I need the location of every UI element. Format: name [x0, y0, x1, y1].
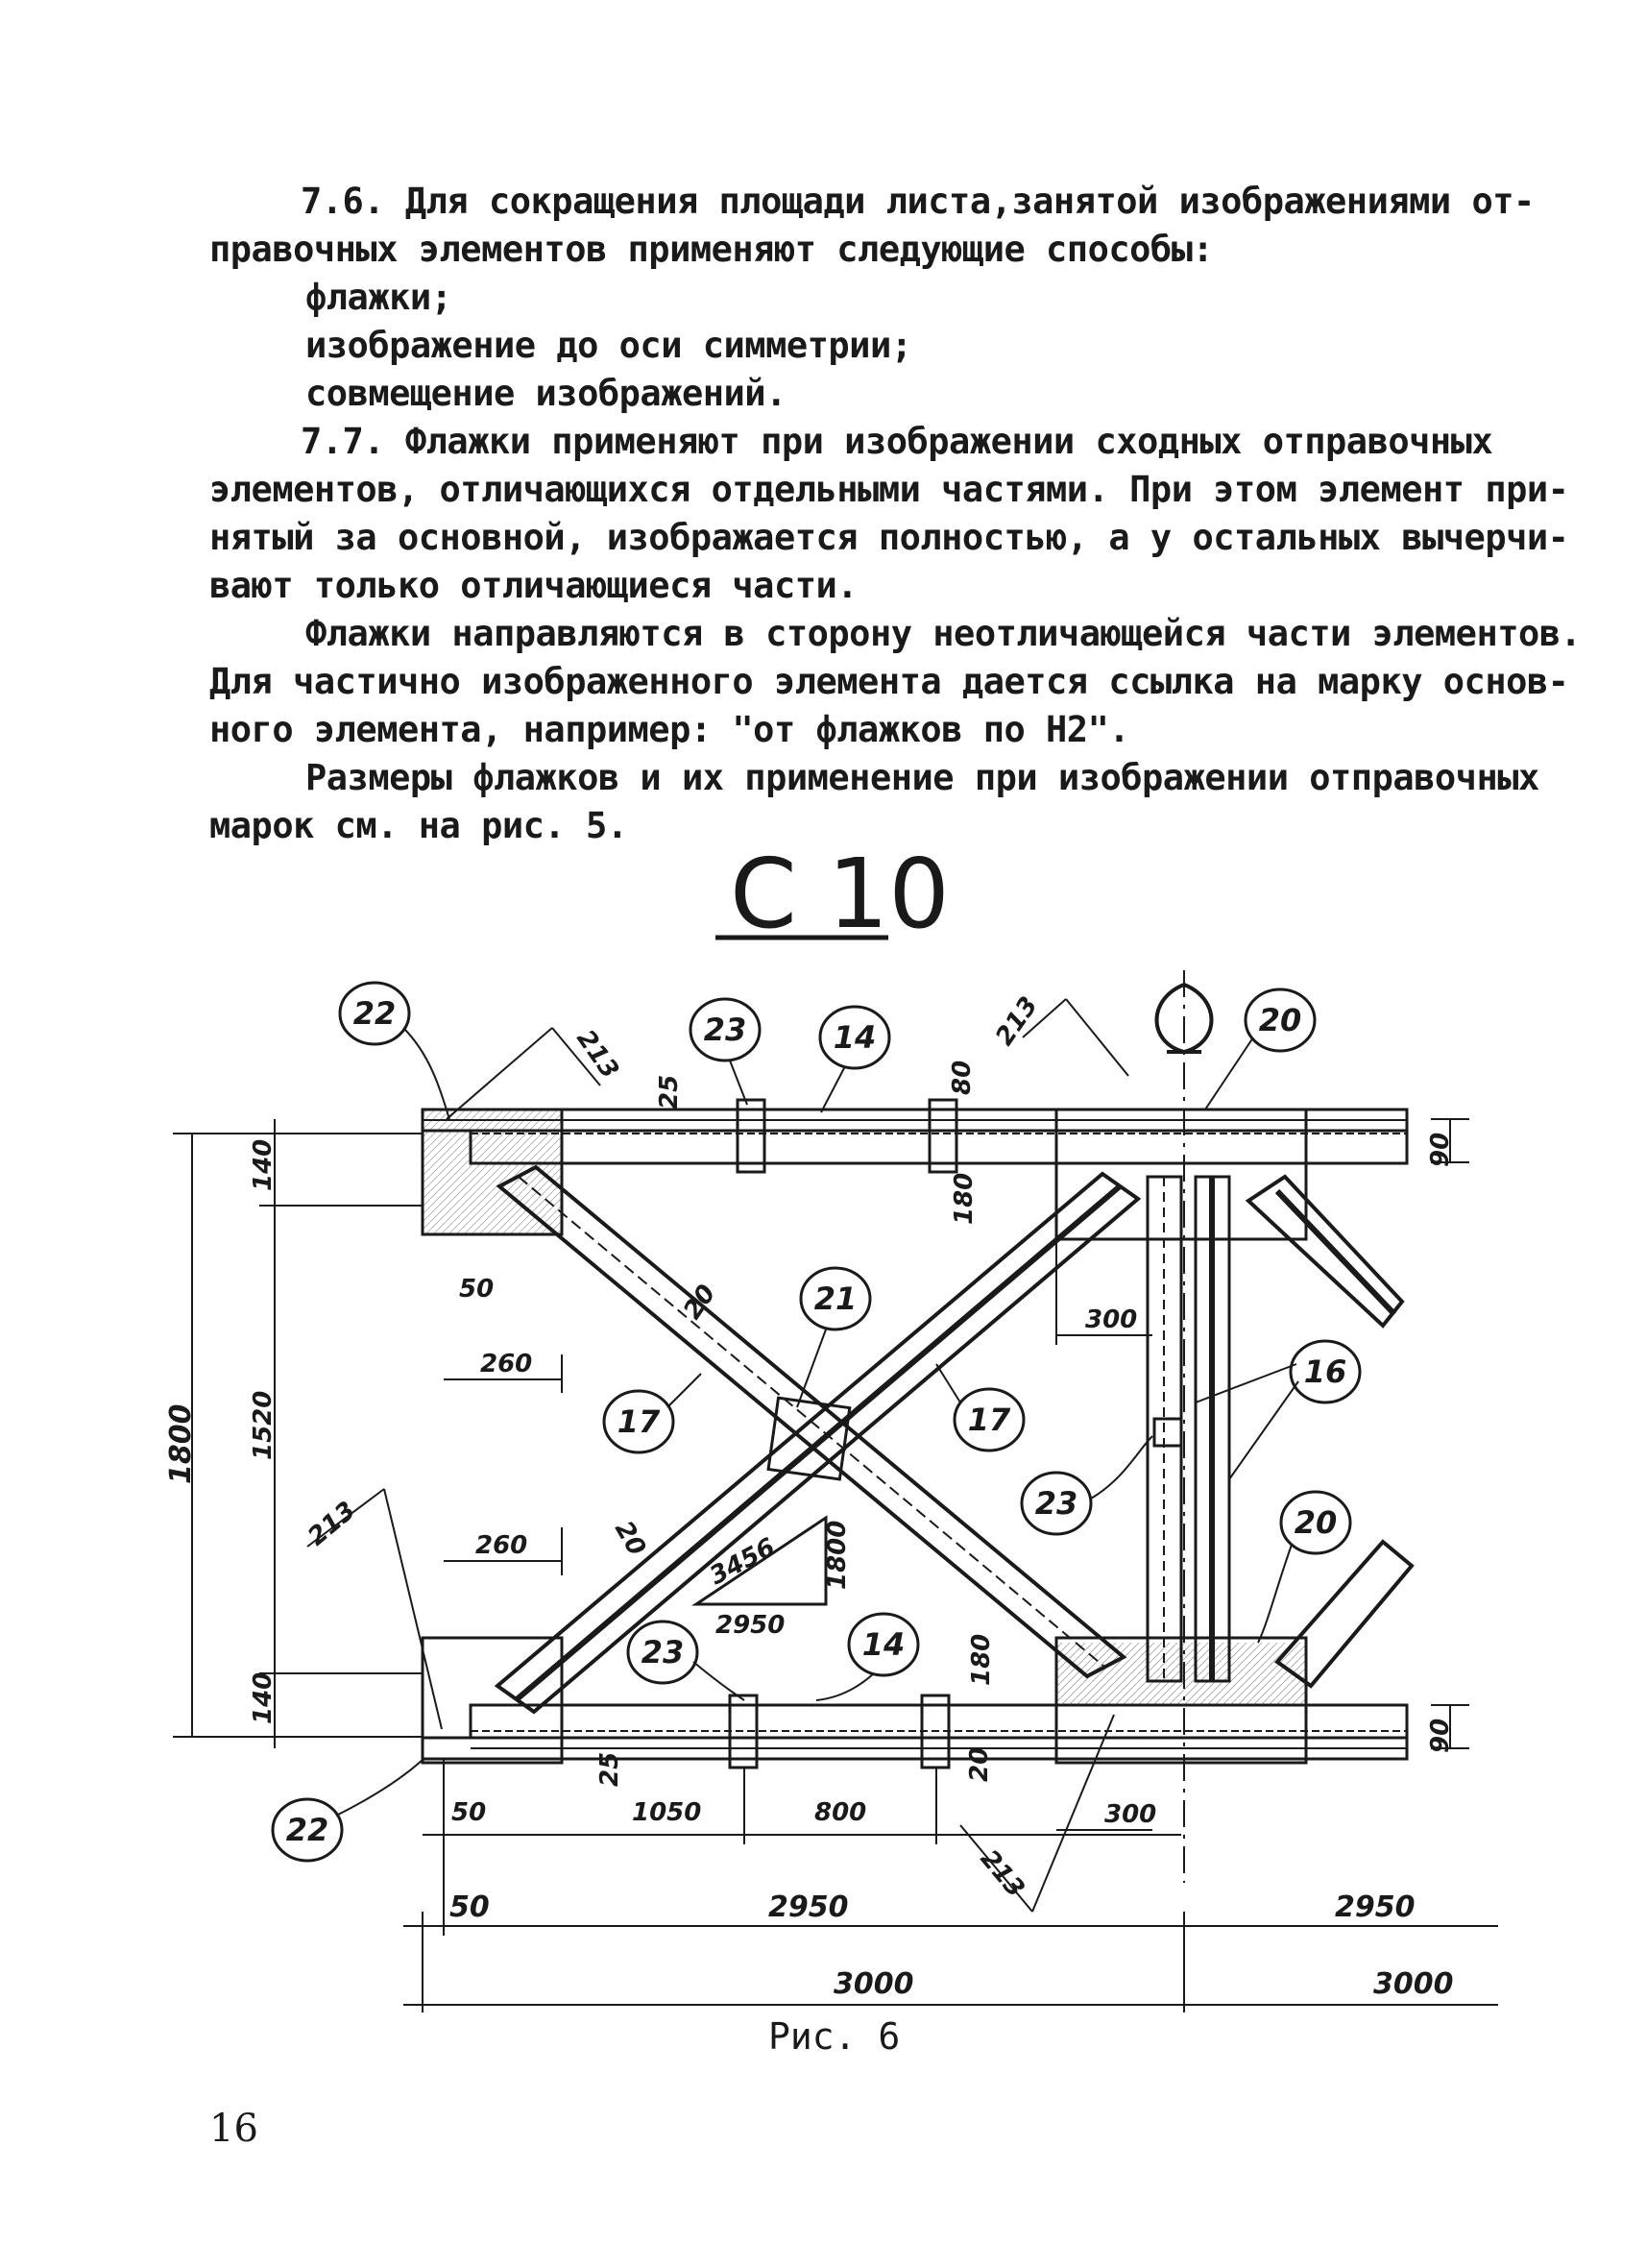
dim-213-top-left: 213: [570, 1024, 624, 1085]
para-flags-line-2: Для частично изображенного элемента дается ссылка на марку основ-: [209, 661, 1569, 702]
slope-1800: 1800: [823, 1520, 852, 1590]
right-diagonal-stubs: [1248, 1177, 1412, 1686]
para-7-7-line-4: вают только отличающиеся части.: [209, 565, 859, 606]
dim-25-bottom: 25: [595, 1751, 624, 1787]
dim-300-bottom: 300: [1104, 1800, 1157, 1829]
bottom-chord: [423, 1705, 1407, 1759]
callout-21: 21: [813, 1280, 858, 1317]
callout-17-left: 17: [617, 1403, 661, 1440]
dim-800: 800: [814, 1798, 867, 1827]
para-7-7-line-1: 7.7. Флажки применяют при изображении сходных отправочных: [301, 421, 1493, 462]
dim-1800-total: 1800: [164, 1403, 198, 1484]
dim-20-diagonal-top: 20: [678, 1280, 722, 1326]
dim-80: 80: [948, 1060, 977, 1095]
dim-213-top-right: 213: [990, 991, 1044, 1052]
callout-22-top: 22: [352, 995, 397, 1032]
mark-label: С 10: [730, 838, 950, 950]
dim-50-top: 50: [459, 1275, 495, 1304]
para-sizes-line-2: марок см. на рис. 5.: [209, 805, 628, 846]
callout-20-top: 20: [1258, 1002, 1302, 1038]
callout-16: 16: [1303, 1353, 1347, 1390]
dim-1520: 1520: [249, 1390, 278, 1460]
dim-213-bottom-left: 213: [303, 1496, 362, 1552]
dim-260-bottom: 260: [475, 1531, 528, 1560]
callout-23-top: 23: [703, 1012, 747, 1048]
dim-2950-right: 2950: [1335, 1890, 1416, 1924]
dim-50-bottom: 50: [451, 1798, 487, 1827]
para-7-6-line-1: 7.6. Для сокращения площади листа,занятой изображениями от-: [301, 181, 1535, 222]
dim-3000-right: 3000: [1373, 1967, 1454, 2001]
list-item-symmetry: изображение до оси симметрии;: [305, 325, 912, 366]
mark-title: [715, 838, 950, 950]
dim-140-bottom: 140: [249, 1671, 278, 1724]
list-item-combine: совмещение изображений.: [305, 373, 787, 414]
bolts: [730, 1100, 956, 1768]
dim-3000-left: 3000: [834, 1967, 914, 2001]
list-item-flags: флажки;: [305, 277, 452, 318]
para-flags-line-1: Флажки направляются в сторону неотличающейся части элементов.: [305, 613, 1582, 654]
dim-180-bottom: 180: [967, 1633, 996, 1686]
callout-23-bottom: 23: [641, 1634, 685, 1671]
dim-260-top: 260: [480, 1350, 533, 1378]
para-7-7-line-3: нятый за основной, изображается полностью, а у остальных вычерчи-: [209, 517, 1569, 558]
dim-90-top: 90: [1426, 1132, 1455, 1167]
callout-20-bottom: 20: [1294, 1504, 1338, 1541]
dim-50-total: 50: [449, 1890, 490, 1924]
dim-25-top: 25: [655, 1074, 684, 1110]
dim-20-diagonal-bottom: 20: [608, 1516, 652, 1561]
symmetry-axis: [1157, 970, 1212, 1883]
para-flags-line-3: ного элемента, например: "от флажков по Н2".: [209, 709, 1130, 750]
slope-2950: 2950: [715, 1611, 786, 1640]
dim-213-bottom-right: 213: [974, 1844, 1030, 1904]
dim-1050: 1050: [632, 1798, 702, 1827]
page-number: 16: [209, 2107, 258, 2151]
callout-14-bottom: 14: [861, 1626, 906, 1663]
para-7-7-line-2: элементов, отличающихся отдельными частями. При этом элемент при-: [209, 469, 1569, 510]
dim-300-top: 300: [1085, 1305, 1138, 1334]
slope-3456: 3456: [705, 1532, 781, 1592]
dim-2950-left: 2950: [768, 1890, 849, 1924]
diagonal-braces: [497, 1167, 1138, 1712]
callout-17-right: 17: [967, 1402, 1011, 1438]
vertical-posts: [1148, 1177, 1229, 1681]
para-sizes-line-1: Размеры флажков и их применение при изображении отправочных: [305, 757, 1539, 798]
callout-14-top: 14: [833, 1019, 877, 1056]
dim-20-bottom: 20: [965, 1746, 994, 1782]
dim-180-top: 180: [950, 1172, 979, 1225]
top-chord: [423, 1110, 1407, 1163]
callout-22-bottom: 22: [285, 1812, 329, 1848]
dim-140-top: 140: [249, 1138, 278, 1191]
callout-23-mid: 23: [1034, 1485, 1078, 1522]
para-7-6-line-2: правочных элементов применяют следующие способы:: [209, 229, 1214, 270]
dim-90-bottom: 90: [1426, 1718, 1455, 1753]
figure-caption: Рис. 6: [768, 2015, 901, 2058]
